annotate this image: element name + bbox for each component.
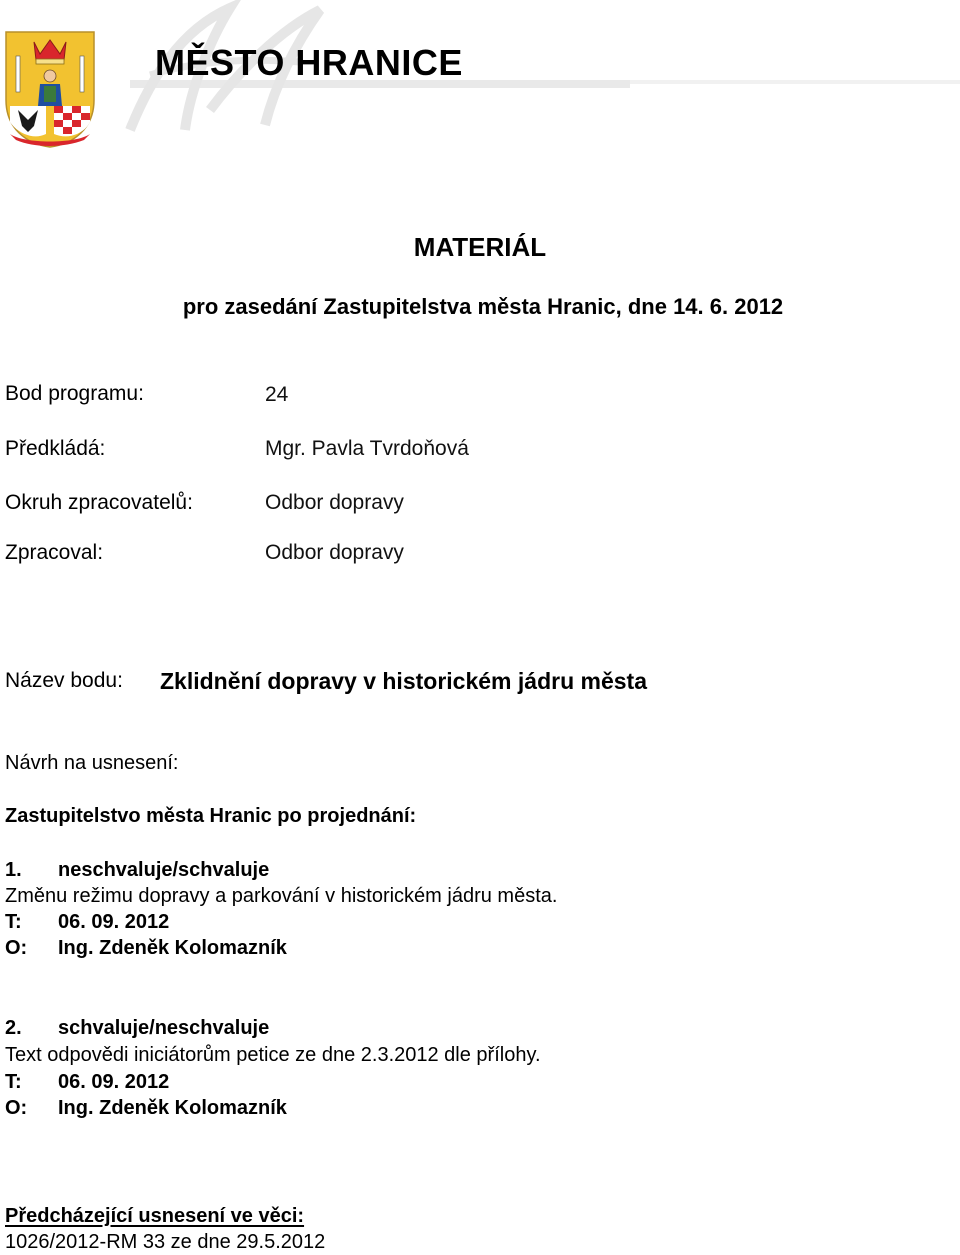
resolution-text: Změnu režimu dopravy a parkování v historickém jádru města. bbox=[5, 885, 558, 907]
group-label: Okruh zpracovatelů: bbox=[5, 491, 193, 514]
resolution-deadline bbox=[5, 911, 169, 934]
agenda-value: 24 bbox=[265, 383, 289, 406]
prepared-value: Odbor dopravy bbox=[265, 541, 404, 564]
city-crest-icon bbox=[4, 30, 96, 148]
proposal-intro: Zastupitelstvo města Hranic po projednání: bbox=[5, 805, 417, 827]
header-rule-light bbox=[630, 80, 960, 84]
city-name: MĚSTO HRANICE bbox=[155, 42, 463, 83]
resolution-owner bbox=[5, 1097, 287, 1120]
resolution-heading bbox=[5, 1017, 269, 1040]
resolution-verb: schvaluje/neschvaluje bbox=[58, 1017, 270, 1039]
agenda-label: Bod programu: bbox=[5, 382, 144, 405]
resolution-owner bbox=[5, 937, 287, 960]
presenter-value: Mgr. Pavla Tvrdoňová bbox=[265, 437, 469, 460]
resolution-text: Text odpovědi iniciátorům petice ze dne 2.3.2012 dle přílohy. bbox=[5, 1044, 541, 1066]
previous-label: Předcházející usnesení ve věci: bbox=[5, 1205, 305, 1227]
owner-value: Ing. Zdeněk Kolomazník bbox=[58, 1097, 287, 1119]
owner-label: O: bbox=[5, 937, 28, 959]
previous-value: 1026/2012-RM 33 ze dne 29.5.2012 bbox=[5, 1231, 326, 1253]
deadline-label: T: bbox=[5, 1071, 22, 1093]
resolution-number: 2. bbox=[5, 1017, 22, 1039]
proposal-label: Návrh na usnesení: bbox=[5, 752, 179, 774]
deadline-value: 06. 09. 2012 bbox=[58, 1071, 170, 1093]
material-title: MATERIÁL bbox=[413, 232, 547, 262]
prepared-label: Zpracoval: bbox=[5, 541, 104, 564]
item-title: Zklidnění dopravy v historickém jádru města bbox=[160, 668, 647, 694]
item-label: Název bodu: bbox=[5, 669, 123, 692]
presenter-label: Předkládá: bbox=[5, 437, 106, 460]
meeting-line: pro zasedání Zastupitelstva města Hranic, dne 14. 6. 2012 bbox=[182, 294, 784, 319]
resolution-number: 1. bbox=[5, 859, 22, 881]
owner-value: Ing. Zdeněk Kolomazník bbox=[58, 937, 287, 959]
deadline-label: T: bbox=[5, 911, 22, 933]
group-value: Odbor dopravy bbox=[265, 491, 404, 514]
resolution-verb: neschvaluje/schvaluje bbox=[58, 859, 270, 881]
resolution-deadline bbox=[5, 1071, 169, 1094]
owner-label: O: bbox=[5, 1097, 28, 1119]
deadline-value: 06. 09. 2012 bbox=[58, 911, 170, 933]
resolution-heading bbox=[5, 859, 269, 882]
